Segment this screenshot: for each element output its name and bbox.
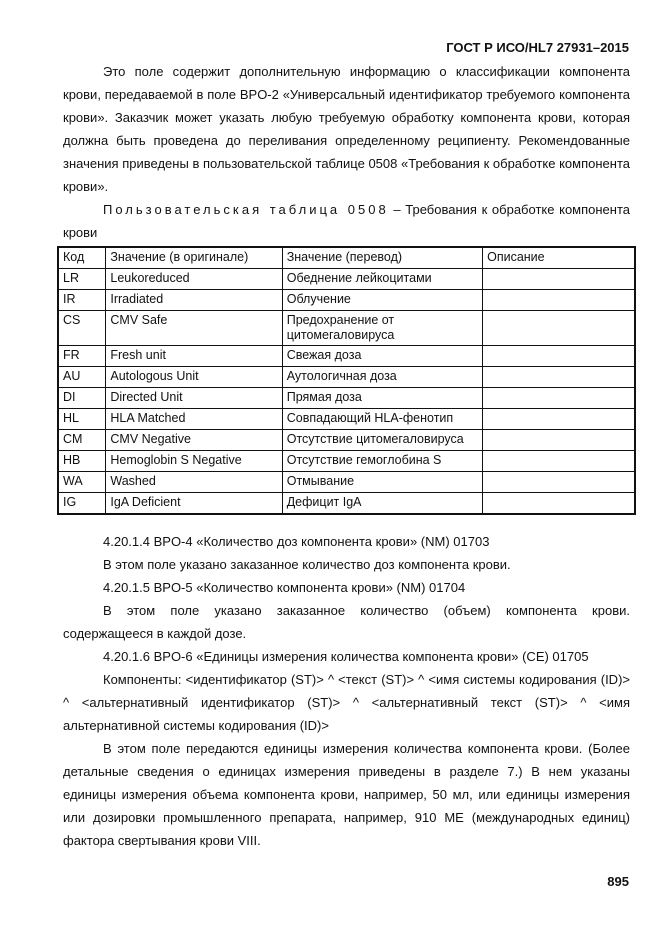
- cell-description: [483, 311, 635, 346]
- cell-original: CMV Safe: [106, 311, 282, 346]
- table-header-row: [58, 247, 635, 269]
- column-header-original: Значение (в оригинале): [106, 247, 282, 269]
- column-header-code: Код: [58, 247, 106, 269]
- cell-description: [483, 451, 635, 472]
- user-table-0508: [57, 246, 636, 515]
- cell-original: Hemoglobin S Negative: [106, 451, 282, 472]
- cell-code: CS: [58, 311, 106, 346]
- cell-translation: Дефицит IgA: [282, 493, 482, 515]
- table-caption-label: Пользовательская таблица 0508: [103, 202, 389, 217]
- cell-code: LR: [58, 269, 106, 290]
- cell-original: HLA Matched: [106, 409, 282, 430]
- cell-translation: Обеднение лейкоцитами: [282, 269, 482, 290]
- cell-description: [483, 409, 635, 430]
- section-paragraph: Компоненты: <идентификатор (ST)> ^ <текст (ST)> ^ <имя системы кодирования (ID)> ^ <альтернативный идентификатор (ST)> ^ <альтернативный текст (ST)> ^ <имя альтернативной системы кодирования (ID)>: [63, 672, 630, 733]
- cell-description: [483, 493, 635, 515]
- table-row: [58, 346, 635, 367]
- cell-translation: Предохранение от цитомегаловируса: [282, 311, 482, 346]
- cell-code: IR: [58, 290, 106, 311]
- cell-translation: Отсутствие цитомегаловируса: [282, 430, 482, 451]
- cell-original: IgA Deficient: [106, 493, 282, 515]
- section-paragraph: В этом поле указано заказанное количество доз компонента крови.: [103, 557, 511, 572]
- cell-translation: Облучение: [282, 290, 482, 311]
- table-row: [58, 409, 635, 430]
- table-caption-title: Требования к обработке компонента крови: [63, 202, 631, 240]
- document-header: ГОСТ Р ИСО/HL7 27931–2015: [446, 40, 629, 55]
- cell-description: [483, 430, 635, 451]
- cell-code: WA: [58, 472, 106, 493]
- cell-original: Leukoreduced: [106, 269, 282, 290]
- table-row: [58, 451, 635, 472]
- table-row: [58, 311, 635, 346]
- page-number: 895: [607, 874, 629, 889]
- cell-translation: Прямая доза: [282, 388, 482, 409]
- cell-original: Directed Unit: [106, 388, 282, 409]
- table-row: [58, 430, 635, 451]
- section-heading: 4.20.1.4 BPO-4 «Количество доз компонента крови» (NM) 01703: [103, 534, 490, 549]
- table-row: [58, 472, 635, 493]
- section-paragraph: В этом поле указано заказанное количество (объем) компонента крови. содержащееся в каждой дозе.: [63, 603, 630, 641]
- cell-original: Irradiated: [106, 290, 282, 311]
- cell-translation: Свежая доза: [282, 346, 482, 367]
- table-row: [58, 388, 635, 409]
- cell-translation: Отмывание: [282, 472, 482, 493]
- intro-paragraph: Это поле содержит дополнительную информацию о классификации компонента крови, передаваемой в поле BPO-2 «Универсальный идентификатор требуемого компонента крови». Заказчик может указать любую требуемую обработку компонента крови, которая должна быть проведена до переливания определенному реципиенту. Рекомендованные значения приведены в пользовательской таблице 0508 «Требования к обработке компонента крови».: [63, 64, 630, 194]
- cell-description: [483, 367, 635, 388]
- cell-description: [483, 346, 635, 367]
- cell-translation: Совпадающий HLA-фенотип: [282, 409, 482, 430]
- column-header-translation: Значение (перевод): [282, 247, 482, 269]
- section-paragraph: В этом поле передаются единицы измерения количества компонента крови. (Более детальные сведения о единицах измерения приведены в разделе 7.) В нем указаны единицы измерения объема компонента крови, например, 50 мл, или единицы измерения или дозировки промышленного препарата, например, 910 МЕ (международных единиц) фактора свертывания крови VIII.: [63, 741, 630, 848]
- table-row: [58, 367, 635, 388]
- cell-code: DI: [58, 388, 106, 409]
- cell-description: [483, 388, 635, 409]
- cell-code: CM: [58, 430, 106, 451]
- table-row: [58, 290, 635, 311]
- cell-original: Autologous Unit: [106, 367, 282, 388]
- cell-code: FR: [58, 346, 106, 367]
- intro-block: [63, 60, 630, 244]
- cell-translation: Отсутствие гемоглобина S: [282, 451, 482, 472]
- cell-code: HB: [58, 451, 106, 472]
- table-caption: [63, 198, 630, 244]
- sections-block: [63, 530, 630, 852]
- section-heading: 4.20.1.5 BPO-5 «Количество компонента крови» (NM) 01704: [103, 580, 466, 595]
- cell-description: [483, 269, 635, 290]
- section-heading: 4.20.1.6 BPO-6 «Единицы измерения количества компонента крови» (CE) 01705: [103, 649, 589, 664]
- table-row: [58, 269, 635, 290]
- cell-original: Fresh unit: [106, 346, 282, 367]
- cell-description: [483, 290, 635, 311]
- cell-description: [483, 472, 635, 493]
- cell-translation: Аутологичная доза: [282, 367, 482, 388]
- cell-original: Washed: [106, 472, 282, 493]
- cell-code: IG: [58, 493, 106, 515]
- table-row: [58, 493, 635, 515]
- table-caption-dash: –: [393, 202, 401, 217]
- cell-code: HL: [58, 409, 106, 430]
- cell-original: CMV Negative: [106, 430, 282, 451]
- column-header-description: Описание: [483, 247, 635, 269]
- cell-code: AU: [58, 367, 106, 388]
